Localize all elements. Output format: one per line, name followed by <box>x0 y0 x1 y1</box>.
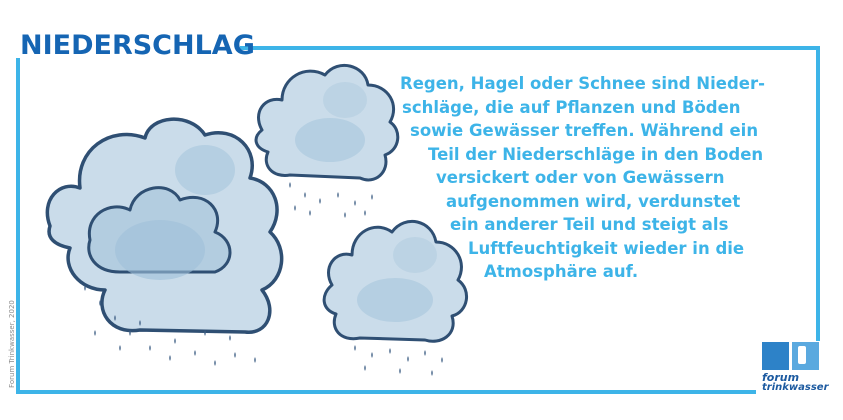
image-credit: Forum Trinkwasser, 2020 <box>7 300 16 388</box>
large-cloud-icon <box>47 119 281 332</box>
text-line: sowie Gewässer treffen. Während ein <box>410 121 759 140</box>
text-line: ein anderer Teil und steigt als <box>450 215 729 234</box>
text-line: schläge, die auf Pflanzen und Böden <box>402 97 741 117</box>
text-line: Teil der Niederschläge in den Boden <box>428 144 764 164</box>
bottom-cloud-rain-drops <box>354 345 443 376</box>
text-line: Luftfeuchtigkeit wieder in die <box>468 238 745 258</box>
text-line: Atmosphäre auf. <box>484 262 639 281</box>
forum-trinkwasser-logo <box>762 342 829 398</box>
page-title: NIEDERSCHLAG <box>20 30 255 61</box>
logo-line-2: trinkwasser <box>762 382 829 393</box>
text-line: Regen, Hagel oder Schnee sind Nieder- <box>400 74 765 93</box>
top-cloud-icon <box>256 65 398 180</box>
top-cloud-rain-drops <box>289 182 373 218</box>
text-line: aufgenommen wird, verdunstet <box>446 191 741 211</box>
logo-exclamation-icon <box>798 346 806 364</box>
logo-line-1: forum <box>762 371 800 384</box>
description-text <box>380 72 780 284</box>
logo-square-left <box>762 342 789 370</box>
text-line: versickert oder von Gewässern <box>436 168 725 187</box>
